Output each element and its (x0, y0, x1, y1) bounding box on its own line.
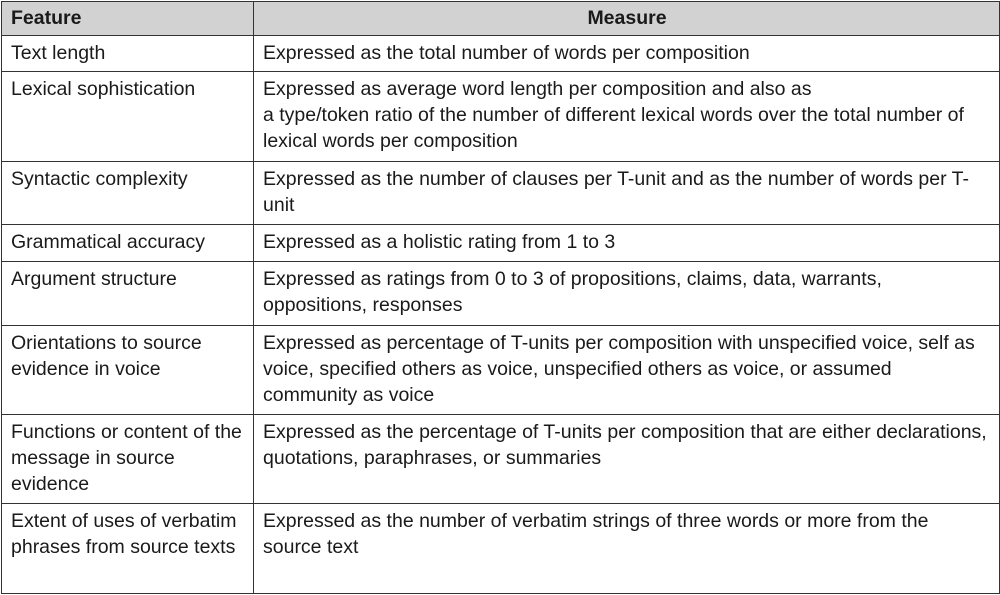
feature-cell: Argument structure (2, 262, 254, 325)
measure-cell (254, 72, 1000, 161)
feature-cell: Orientations to source evidence in voice (2, 325, 254, 414)
table-row (2, 504, 1000, 594)
measure-cell: Expressed as the number of verbatim strings of three words or more from the source text (254, 504, 1000, 594)
measure-cell: Expressed as percentage of T-units per composition with unspecified voice, self as voice, specified others as voice, unspecified others as voice, or assumed community as voice (254, 325, 1000, 414)
table-row (2, 72, 1000, 161)
measure-cell: Expressed as the percentage of T-units per composition that are either declarations, quotations, paraphrases, or summaries (254, 414, 1000, 503)
measure-cell: Expressed as the number of clauses per T-unit and as the number of words per T-unit (254, 161, 1000, 224)
feature-cell: Syntactic complexity (2, 161, 254, 224)
feature-cell: Extent of uses of verbatim phrases from source texts (2, 504, 254, 594)
header-row (2, 2, 1000, 36)
measure-text: Expressed as average word length per composition and also as a type/token ratio of the number of different lexical words over the total number of lexical words per composition (263, 78, 964, 153)
feature-column-header: Feature (2, 2, 254, 36)
table-row (2, 325, 1000, 414)
feature-cell: Grammatical accuracy (2, 224, 254, 261)
measure-cell: Expressed as ratings from 0 to 3 of propositions, claims, data, warrants, oppositions, responses (254, 262, 1000, 325)
table-row (2, 161, 1000, 224)
feature-cell: Text length (2, 36, 254, 72)
table-row (2, 224, 1000, 261)
measure-cell: Expressed as the total number of words per composition (254, 36, 1000, 72)
table-row (2, 262, 1000, 325)
measure-column-header: Measure (254, 2, 1000, 36)
measure-cell: Expressed as a holistic rating from 1 to 3 (254, 224, 1000, 261)
feature-cell: Lexical sophistication (2, 72, 254, 161)
table-row (2, 414, 1000, 503)
feature-cell: Functions or content of the message in source evidence (2, 414, 254, 503)
features-table (1, 1, 1000, 594)
table-row (2, 36, 1000, 72)
